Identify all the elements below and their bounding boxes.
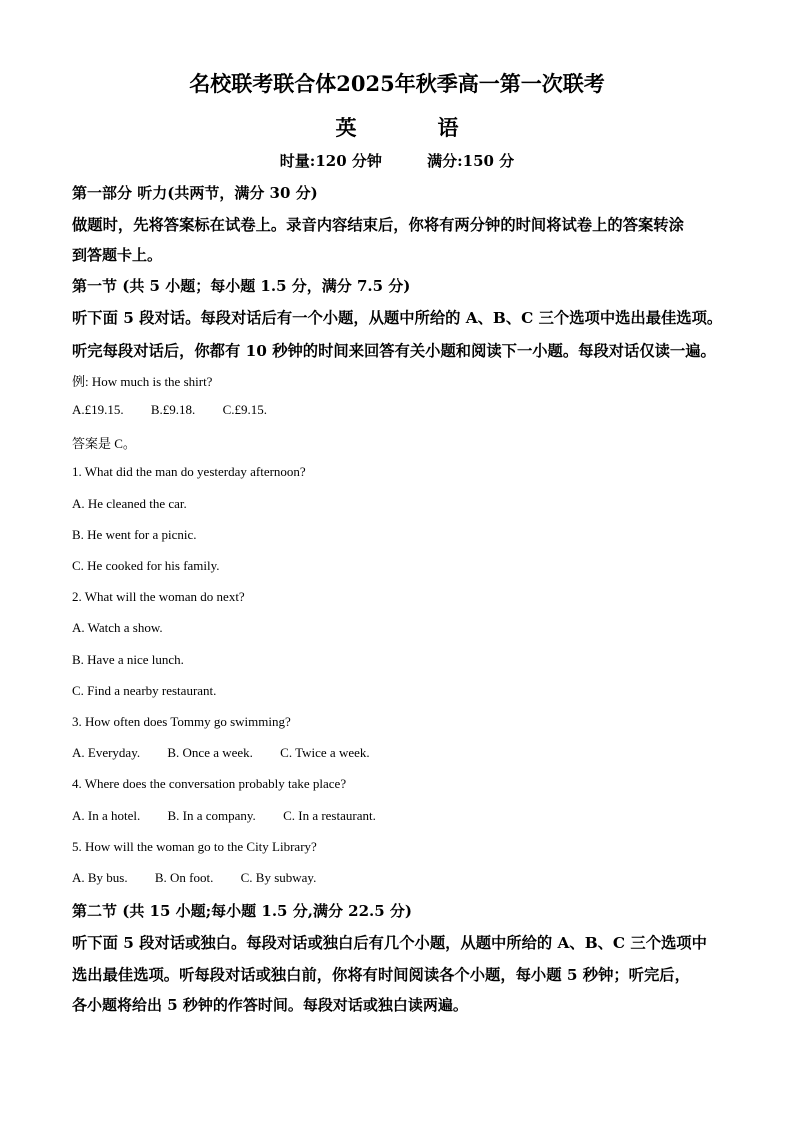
question-4-option-a: A. In a hotel. (72, 808, 141, 823)
section1-instruction-line2: 听完每段对话后，你都有 10 秒钟的时间来回答有关小题和阅读下一小题。每段对话仅读一遍。 (72, 342, 716, 360)
question-3-options (72, 745, 732, 761)
question-1-option-b: B. He went for a picnic. (72, 527, 197, 542)
question-3-stem: 3. How often does Tommy go swimming? (72, 714, 291, 729)
question-3-option-a: A. Everyday. (72, 745, 141, 760)
question-3-option-c: C. Twice a week. (280, 745, 370, 760)
question-4-option-b: B. In a company. (167, 808, 256, 823)
example-answer: 答案是 C。 (72, 436, 136, 451)
question-1-option-a: A. He cleaned the car. (72, 496, 187, 511)
question-4-option-c: C. In a restaurant. (283, 808, 376, 823)
question-5-option-b: B. On foot. (154, 870, 214, 885)
section2-instruction-line1: 听下面 5 段对话或独白。每段对话或独白后有几个小题，从题中所给的 A、B、C 三个选项中 (72, 934, 707, 952)
part1-heading: 第一部分 听力(共两节，满分 30 分) (72, 184, 318, 202)
example-option-a: A.£19.15. (72, 402, 124, 417)
question-5-options (72, 870, 732, 886)
question-5-stem: 5. How will the woman go to the City Library? (72, 839, 317, 854)
question-1-option-c: C. He cooked for his family. (72, 558, 220, 573)
exam-title: 名校联考联合体2025年秋季高一第一次联考 (189, 71, 605, 96)
section2-instruction-line3: 各小题将给出 5 秒钟的作答时间。每段对话或独白读两遍。 (72, 996, 468, 1014)
question-5-option-a: A. By bus. (72, 870, 128, 885)
question-5-option-c: C. By subway. (240, 870, 317, 885)
question-3-option-b: B. Once a week. (167, 745, 253, 760)
section1-heading: 第一节 (共 5 小题；每小题 1.5 分，满分 7.5 分) (72, 277, 411, 295)
full-score: 满分:150 分 (427, 152, 515, 170)
question-4-options (72, 808, 732, 824)
example-option-b: B.£9.18. (150, 402, 196, 417)
section2-heading: 第二节 (共 15 小题;每小题 1.5 分,满分 22.5 分) (72, 902, 413, 920)
section2-instruction-line2: 选出最佳选项。听每段对话或独白前，你将有时间阅读各个小题，每小题 5 秒钟；听完后， (72, 966, 690, 984)
example-question: 例: How much is the shirt? (72, 374, 213, 389)
example-option-c: C.£9.15. (222, 402, 267, 417)
exam-meta (0, 150, 794, 171)
question-1-stem: 1. What did the man do yesterday afternoon? (72, 464, 306, 479)
question-2-option-a: A. Watch a show. (72, 620, 163, 635)
question-2-option-c: C. Find a nearby restaurant. (72, 683, 217, 698)
question-2-option-b: B. Have a nice lunch. (72, 652, 184, 667)
example-options (72, 402, 732, 418)
part1-intro-line1: 做题时，先将答案标在试卷上。录音内容结束后，你将有两分钟的时间将试卷上的答案转涂 (72, 216, 684, 234)
question-4-stem: 4. Where does the conversation probably take place? (72, 776, 347, 791)
question-2-stem: 2. What will the woman do next? (72, 589, 245, 604)
part1-intro-line2: 到答题卡上。 (72, 246, 163, 264)
subject-title: 英 语 (335, 115, 489, 140)
time-limit: 时量:120 分钟 (279, 152, 382, 170)
section1-instruction-line1: 听下面 5 段对话。每段对话后有一个小题，从题中所给的 A、B、C 三个选项中选出最佳选项。 (72, 309, 723, 327)
